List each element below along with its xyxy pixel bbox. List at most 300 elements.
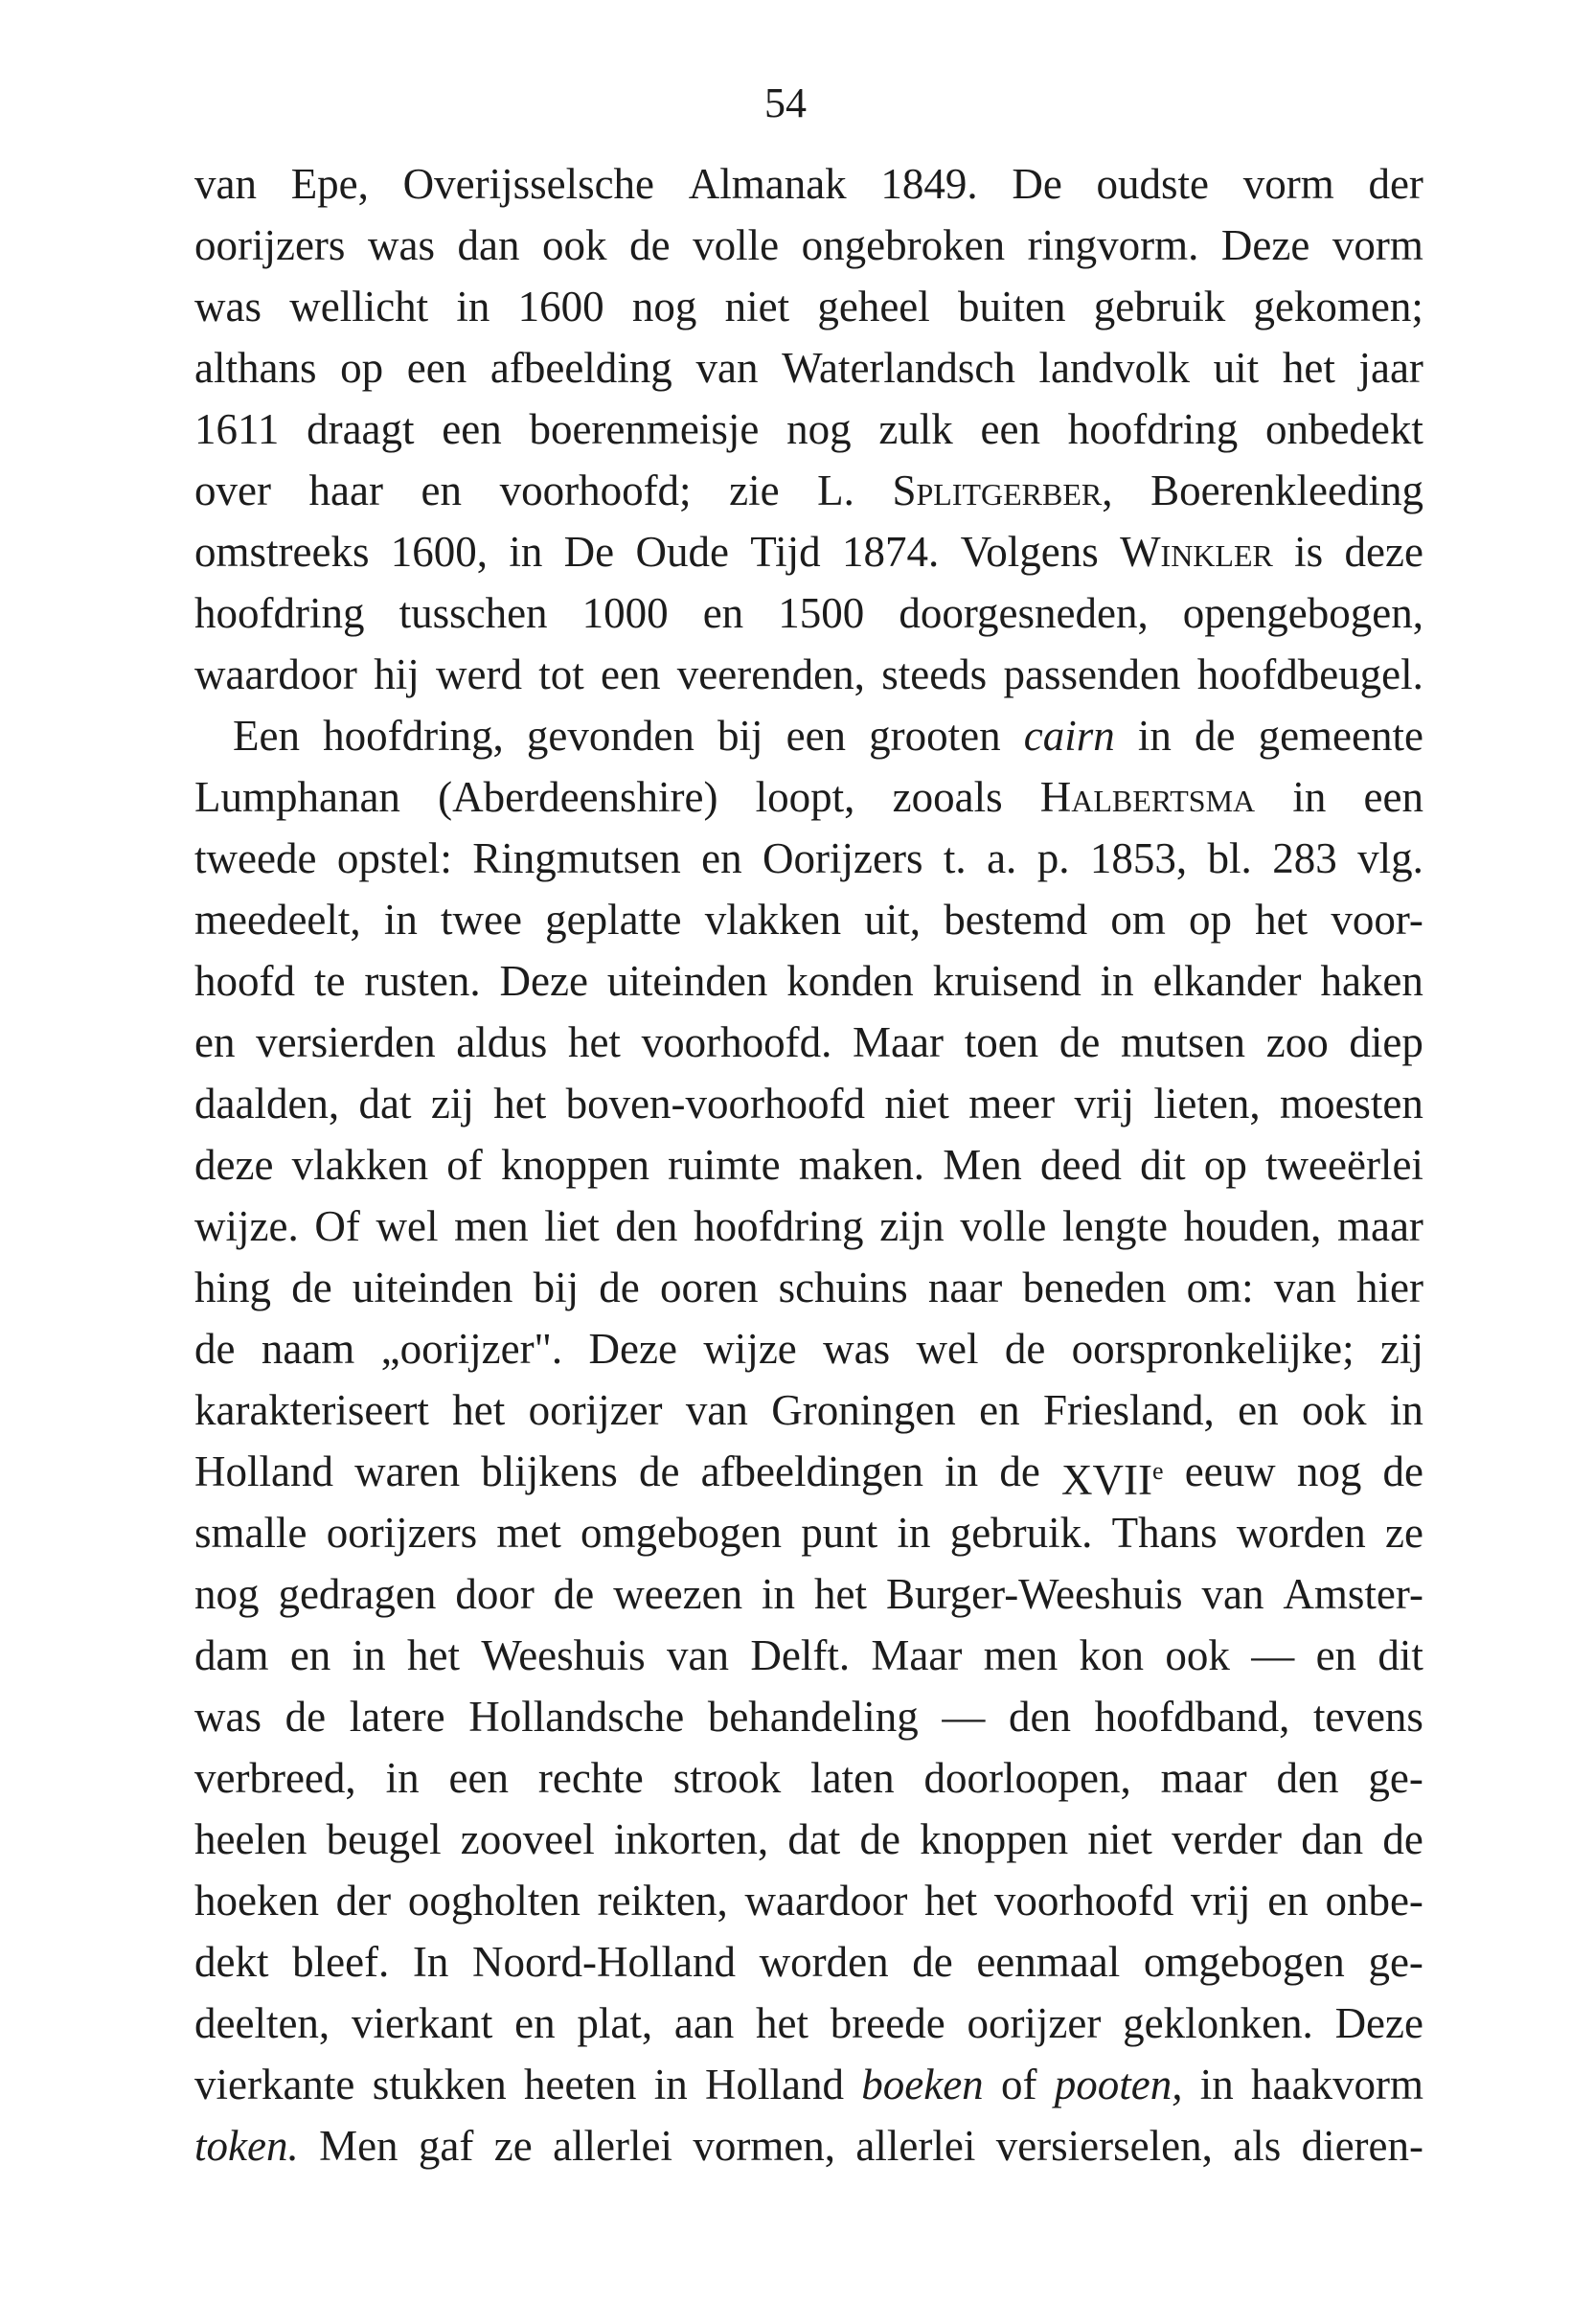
word: men bbox=[454, 1202, 529, 1250]
word: opstel: bbox=[336, 834, 452, 882]
word: Of bbox=[314, 1202, 360, 1250]
word: Deze bbox=[588, 1325, 677, 1373]
word: dit bbox=[1140, 1141, 1186, 1189]
word: beugel bbox=[326, 1815, 442, 1863]
word: twee bbox=[440, 896, 522, 944]
word: is bbox=[1294, 528, 1324, 576]
word: kon bbox=[1079, 1631, 1145, 1679]
word: knoppen bbox=[920, 1815, 1069, 1863]
word: worden bbox=[1236, 1509, 1366, 1557]
word: Maar bbox=[853, 1018, 944, 1066]
word: 1611 bbox=[194, 405, 280, 453]
word: gemeente bbox=[1258, 712, 1423, 760]
word: het bbox=[756, 1999, 809, 2047]
word: Groningen bbox=[771, 1386, 956, 1434]
word: punt bbox=[801, 1509, 878, 1557]
word: haken bbox=[1320, 957, 1423, 1005]
word: smalle bbox=[194, 1509, 307, 1557]
word: onbe- bbox=[1325, 1877, 1423, 1925]
word: vierkante bbox=[194, 2061, 355, 2108]
word: werd bbox=[436, 650, 522, 698]
word: eenmaal bbox=[976, 1938, 1121, 1986]
word: de bbox=[859, 1815, 900, 1863]
word: 1500 bbox=[778, 589, 865, 637]
word: in bbox=[383, 896, 418, 944]
word: nog bbox=[786, 405, 852, 453]
text-line bbox=[194, 1747, 1423, 1809]
word: dat bbox=[358, 1080, 412, 1128]
word: hoeken bbox=[194, 1877, 319, 1925]
word: opengebogen, bbox=[1182, 589, 1423, 637]
word: gedragen bbox=[278, 1570, 437, 1618]
word: en bbox=[1315, 1631, 1357, 1679]
word: hoofd bbox=[194, 957, 295, 1005]
word: boeken bbox=[861, 2061, 984, 2108]
word: te bbox=[313, 957, 346, 1005]
text-line bbox=[194, 1870, 1423, 1931]
word: Overijsselsche bbox=[402, 160, 655, 208]
word: Splitgerber, bbox=[892, 467, 1113, 514]
word: verder bbox=[1172, 1815, 1282, 1863]
word: haar bbox=[308, 467, 383, 514]
word: Halbertsma bbox=[1039, 773, 1256, 821]
word: de bbox=[1059, 1018, 1101, 1066]
word: maar bbox=[1160, 1754, 1247, 1802]
word: diep bbox=[1349, 1018, 1423, 1066]
word: „oorijzer". bbox=[380, 1325, 563, 1373]
word: tweeërlei bbox=[1265, 1141, 1423, 1189]
word: nog bbox=[194, 1570, 260, 1618]
word: oorijzer bbox=[967, 1999, 1102, 2047]
word: beneden bbox=[1022, 1264, 1167, 1311]
word: Almanak bbox=[688, 160, 847, 208]
text-line bbox=[194, 1563, 1423, 1625]
word: latere bbox=[349, 1693, 445, 1741]
word: nog bbox=[1296, 1447, 1362, 1495]
word: was bbox=[823, 1325, 891, 1373]
text-line bbox=[194, 1073, 1423, 1134]
text-line bbox=[194, 1625, 1423, 1686]
word: zoo bbox=[1265, 1018, 1329, 1066]
word: omgebogen bbox=[581, 1509, 782, 1557]
text-line bbox=[194, 2115, 1423, 2176]
word: verbreed, bbox=[194, 1754, 356, 1802]
word: cairn bbox=[1023, 712, 1115, 760]
word: zulk bbox=[878, 405, 953, 453]
word: schuins bbox=[778, 1264, 908, 1311]
word: voorhoofd. bbox=[641, 1018, 832, 1066]
word: meer bbox=[968, 1080, 1056, 1128]
word: t. bbox=[943, 834, 967, 882]
word: bij bbox=[533, 1264, 580, 1311]
word: 283 bbox=[1272, 834, 1337, 882]
word: wellicht bbox=[289, 283, 429, 330]
word: waardoor bbox=[194, 650, 357, 698]
word: van bbox=[1201, 1570, 1264, 1618]
word: het bbox=[924, 1877, 978, 1925]
word: de bbox=[1194, 712, 1236, 760]
word: de bbox=[1382, 1815, 1423, 1863]
word: vrij bbox=[1191, 1877, 1251, 1925]
word: dam bbox=[194, 1631, 269, 1679]
word: (Aberdeenshire) bbox=[438, 773, 718, 821]
word: doorgesneden, bbox=[899, 589, 1149, 637]
word: een bbox=[448, 1754, 509, 1802]
word: deelten, bbox=[194, 1999, 330, 2047]
word: volle bbox=[693, 221, 780, 269]
word: en bbox=[979, 1386, 1020, 1434]
text-line bbox=[194, 1318, 1423, 1379]
word: meedeelt, bbox=[194, 896, 361, 944]
word: hoofdring, bbox=[323, 712, 504, 760]
text-line bbox=[194, 1134, 1423, 1196]
word: maar bbox=[1336, 1202, 1423, 1250]
word: geheel bbox=[817, 283, 930, 330]
word: zooals bbox=[892, 773, 1003, 821]
word: en bbox=[194, 1018, 236, 1066]
word: token. bbox=[194, 2122, 299, 2170]
text-line bbox=[194, 705, 1423, 766]
word: L. bbox=[817, 467, 854, 514]
word: daalden, bbox=[194, 1080, 340, 1128]
word: in bbox=[352, 1631, 386, 1679]
word: landvolk bbox=[1038, 344, 1191, 392]
word: het bbox=[1282, 344, 1335, 392]
page-number: 54 bbox=[764, 80, 807, 126]
text-line bbox=[194, 1012, 1423, 1073]
word: vierkant bbox=[351, 1999, 493, 2047]
word: XVIIe bbox=[1061, 1456, 1164, 1504]
word: oorijzers bbox=[326, 1509, 478, 1557]
word: in bbox=[1137, 712, 1172, 760]
word: althans bbox=[194, 344, 317, 392]
word: Thans bbox=[1111, 1509, 1218, 1557]
word: een bbox=[442, 405, 502, 453]
word: deze bbox=[194, 1141, 274, 1189]
word: dekt bbox=[194, 1938, 269, 1986]
word: naar bbox=[927, 1264, 1003, 1311]
word: lieten, bbox=[1153, 1080, 1261, 1128]
word: gaf bbox=[418, 2122, 474, 2170]
word: 1600 bbox=[517, 283, 604, 330]
word: Tijd bbox=[750, 528, 821, 576]
word: deze bbox=[1344, 528, 1423, 576]
word: Maar bbox=[871, 1631, 963, 1679]
word: in bbox=[945, 1447, 979, 1495]
word: naam bbox=[261, 1325, 355, 1373]
word: ongebroken bbox=[801, 221, 1006, 269]
word: In bbox=[412, 1938, 449, 1986]
word: dat bbox=[787, 1815, 841, 1863]
word: oogholten bbox=[407, 1877, 581, 1925]
word: draagt bbox=[307, 405, 415, 453]
word: in bbox=[1292, 773, 1327, 821]
word: Deze bbox=[1220, 221, 1310, 269]
word: van bbox=[667, 1631, 730, 1679]
word: tweede bbox=[194, 834, 317, 882]
word: hing bbox=[194, 1264, 272, 1311]
word: aan bbox=[673, 1999, 735, 2047]
word: Amster- bbox=[1283, 1570, 1423, 1618]
word: den bbox=[1276, 1754, 1339, 1802]
word: versierselen, bbox=[995, 2122, 1213, 2170]
word: Men bbox=[943, 1141, 1022, 1189]
word: rechte bbox=[537, 1754, 644, 1802]
word: moesten bbox=[1279, 1080, 1423, 1128]
word: 1849. bbox=[880, 160, 978, 208]
word: vorm bbox=[1332, 221, 1423, 269]
word: een bbox=[601, 650, 661, 698]
word: konden bbox=[786, 957, 914, 1005]
word: blijkens bbox=[481, 1447, 618, 1495]
word: was bbox=[367, 221, 435, 269]
word: karakteriseert bbox=[194, 1386, 429, 1434]
text-line bbox=[194, 889, 1423, 950]
word: strook bbox=[672, 1754, 782, 1802]
word: gevonden bbox=[526, 712, 694, 760]
word: de bbox=[999, 1447, 1040, 1495]
word: steeds bbox=[881, 650, 988, 698]
word: 1853, bbox=[1089, 834, 1188, 882]
word: kruisend bbox=[932, 957, 1081, 1005]
body-text bbox=[194, 153, 1423, 2176]
word: Delft. bbox=[750, 1631, 851, 1679]
word: zijn bbox=[879, 1202, 945, 1250]
word: gebruik bbox=[1093, 283, 1226, 330]
word: hoofdbeugel. bbox=[1196, 650, 1423, 698]
word: grooten bbox=[869, 712, 1001, 760]
word: Oorijzers bbox=[763, 834, 923, 882]
word: om: bbox=[1186, 1264, 1254, 1311]
word: niet bbox=[1087, 1815, 1152, 1863]
word: bestemd bbox=[944, 896, 1088, 944]
word: tevens bbox=[1312, 1693, 1423, 1741]
word: op bbox=[1189, 896, 1233, 944]
word: in bbox=[762, 1570, 796, 1618]
word: zij bbox=[430, 1080, 474, 1128]
word: boerenmeisje bbox=[529, 405, 760, 453]
word: versierden bbox=[256, 1018, 436, 1066]
word: voor- bbox=[1331, 896, 1423, 944]
word: Waterlandsch bbox=[782, 344, 1015, 392]
word: 1874. bbox=[842, 528, 940, 576]
word: jaar bbox=[1358, 344, 1423, 392]
word: hoofdband, bbox=[1094, 1693, 1290, 1741]
word: in bbox=[897, 1509, 931, 1557]
word: hier bbox=[1356, 1264, 1423, 1311]
word: vlakken bbox=[704, 896, 842, 944]
word: Oude bbox=[635, 528, 729, 576]
word: in bbox=[385, 1754, 420, 1802]
word: voorhoofd bbox=[993, 1877, 1174, 1925]
word: Holland bbox=[194, 1447, 333, 1495]
word: aldus bbox=[456, 1018, 548, 1066]
word: maken. bbox=[798, 1141, 925, 1189]
word: dan bbox=[1301, 1815, 1364, 1863]
word: vormen, bbox=[693, 2122, 836, 2170]
word: buiten bbox=[958, 283, 1066, 330]
text-line bbox=[194, 828, 1423, 889]
word: niet bbox=[724, 283, 790, 330]
word: a. bbox=[987, 834, 1017, 882]
word: uit, bbox=[864, 896, 922, 944]
word: of bbox=[1000, 2061, 1037, 2108]
word: Hollandsche bbox=[468, 1693, 685, 1741]
word: ruimte bbox=[668, 1141, 781, 1189]
word: dit bbox=[1377, 1631, 1423, 1679]
word: ge- bbox=[1368, 1754, 1423, 1802]
word: eeuw bbox=[1184, 1447, 1276, 1495]
word: zij bbox=[1379, 1325, 1423, 1373]
word: onbedekt bbox=[1264, 405, 1423, 453]
word: den bbox=[1009, 1693, 1071, 1741]
word: deed bbox=[1039, 1141, 1122, 1189]
text-line bbox=[194, 337, 1423, 399]
word: voorhoofd; bbox=[499, 467, 692, 514]
word: de bbox=[912, 1938, 953, 1986]
word: waardoor bbox=[744, 1877, 908, 1925]
word: bij bbox=[717, 712, 763, 760]
word: over bbox=[194, 467, 271, 514]
word: de bbox=[629, 221, 671, 269]
word: rusten. bbox=[364, 957, 481, 1005]
text-line bbox=[194, 644, 1423, 705]
word: en bbox=[514, 1999, 556, 2047]
word: Ringmutsen bbox=[472, 834, 681, 882]
text-line bbox=[194, 1809, 1423, 1870]
word: p. bbox=[1036, 834, 1070, 882]
word: de bbox=[1004, 1325, 1046, 1373]
text-line bbox=[194, 1196, 1423, 1257]
text-line bbox=[194, 1502, 1423, 1563]
word: het bbox=[452, 1386, 506, 1434]
text-line bbox=[194, 521, 1423, 582]
word: vrij bbox=[1074, 1080, 1134, 1128]
word: doorloopen, bbox=[923, 1754, 1131, 1802]
word: dieren- bbox=[1301, 2122, 1423, 2170]
word: Burger-Weeshuis bbox=[885, 1570, 1183, 1618]
word: knoppen bbox=[500, 1141, 649, 1189]
word: en bbox=[702, 589, 744, 637]
word: Holland bbox=[704, 2061, 844, 2108]
word: ook bbox=[1165, 1631, 1230, 1679]
word: hij bbox=[374, 650, 420, 698]
word: een bbox=[786, 712, 847, 760]
word: worden bbox=[759, 1938, 889, 1986]
word: stukken bbox=[372, 2061, 507, 2108]
word: was bbox=[194, 1693, 262, 1741]
text-line bbox=[194, 1993, 1423, 2054]
word: waren bbox=[354, 1447, 461, 1495]
word: bl. bbox=[1207, 834, 1252, 882]
word: uit bbox=[1213, 344, 1260, 392]
word: den bbox=[615, 1202, 678, 1250]
word: het bbox=[1255, 896, 1309, 944]
word: Noord-Holland bbox=[472, 1938, 736, 1986]
word: der bbox=[335, 1877, 392, 1925]
text-line bbox=[194, 276, 1423, 337]
word: De bbox=[563, 528, 615, 576]
word: boven-voorhoofd bbox=[565, 1080, 865, 1128]
word: gekomen; bbox=[1253, 283, 1423, 330]
word: hoofdring bbox=[694, 1202, 864, 1250]
word: wijze. bbox=[194, 1202, 299, 1250]
word: het bbox=[407, 1631, 460, 1679]
word: houden, bbox=[1183, 1202, 1322, 1250]
word: De bbox=[1012, 160, 1062, 208]
word: behandeling bbox=[707, 1693, 919, 1741]
word: Epe, bbox=[290, 160, 369, 208]
word: liet bbox=[544, 1202, 600, 1250]
word: allerlei bbox=[855, 2122, 976, 2170]
word: tot bbox=[538, 650, 584, 698]
word: van bbox=[685, 1386, 748, 1434]
word: ook bbox=[542, 221, 607, 269]
text-line bbox=[194, 582, 1423, 644]
word: Men bbox=[319, 2122, 398, 2170]
word: heeten bbox=[523, 2061, 637, 2108]
word: in bbox=[1389, 1386, 1423, 1434]
text-line bbox=[194, 399, 1423, 460]
word: het bbox=[493, 1080, 547, 1128]
word: men bbox=[983, 1631, 1059, 1679]
word: dan bbox=[457, 221, 520, 269]
word: Deze bbox=[499, 957, 588, 1005]
word: zooveel bbox=[460, 1815, 595, 1863]
word: in bbox=[1199, 2061, 1234, 2108]
word: een bbox=[1363, 773, 1423, 821]
word: reikten, bbox=[597, 1877, 728, 1925]
word: Een bbox=[233, 712, 300, 760]
word: vlg. bbox=[1357, 834, 1423, 882]
word: ooren bbox=[659, 1264, 759, 1311]
word: en bbox=[1238, 1386, 1279, 1434]
word: heelen bbox=[194, 1815, 307, 1863]
word: als bbox=[1233, 2122, 1282, 2170]
word: de bbox=[285, 1693, 327, 1741]
word: vorm bbox=[1242, 160, 1334, 208]
word: uiteinden bbox=[606, 957, 768, 1005]
word: hoofdring bbox=[1067, 405, 1239, 453]
word: allerlei bbox=[553, 2122, 672, 2170]
word: omgebogen bbox=[1143, 1938, 1345, 1986]
text-line bbox=[194, 1931, 1423, 1993]
word: plat, bbox=[577, 1999, 653, 2047]
word: in bbox=[1100, 957, 1134, 1005]
word: ook bbox=[1302, 1386, 1367, 1434]
word: veerenden, bbox=[676, 650, 865, 698]
word: toen bbox=[964, 1018, 1039, 1066]
word: ze bbox=[493, 2122, 533, 2170]
word: de bbox=[599, 1264, 640, 1311]
word: vlakken bbox=[291, 1141, 429, 1189]
word: geplatte bbox=[545, 896, 682, 944]
word: niet bbox=[884, 1080, 949, 1128]
text-line bbox=[194, 1686, 1423, 1747]
word: ze bbox=[1385, 1509, 1423, 1557]
word: het bbox=[567, 1018, 621, 1066]
word: zie bbox=[729, 467, 780, 514]
text-line bbox=[194, 1257, 1423, 1318]
word: door bbox=[455, 1570, 535, 1618]
word: en bbox=[1267, 1877, 1309, 1925]
word: in bbox=[653, 2061, 688, 2108]
word: was bbox=[194, 283, 262, 330]
text-line bbox=[194, 1379, 1423, 1441]
word: tusschen bbox=[398, 589, 548, 637]
word: mutsen bbox=[1121, 1018, 1246, 1066]
word: breede bbox=[830, 1999, 945, 2047]
